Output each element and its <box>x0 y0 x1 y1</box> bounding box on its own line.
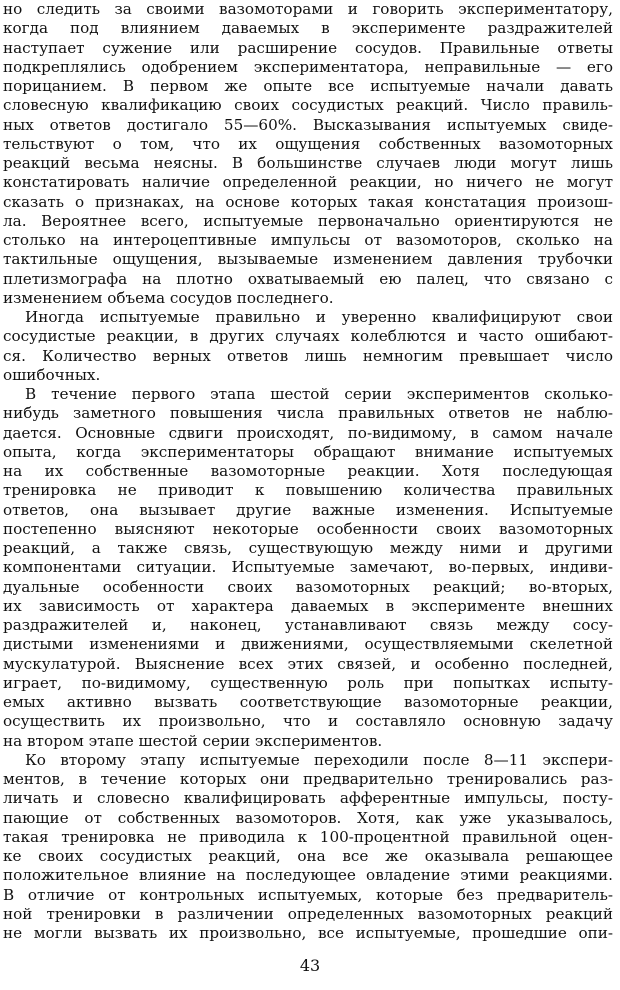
text-line: постепенно выясняют некоторые особенности своих вазомоторных <box>3 519 613 538</box>
text-line: компонентами ситуации. Испытуемые замечают, во-первых, индиви- <box>3 558 613 577</box>
text-line: осуществить их произвольно, что и составляло основную задачу <box>3 712 613 731</box>
text-line: плетизмографа на плотно охватываемый ею палец, что связано с <box>3 269 613 288</box>
paragraph-first-line: В течение первого этапа шестой серии экспериментов сколько- <box>25 385 613 403</box>
text-line: когда под влиянием даваемых в эксперименте раздражителей <box>3 19 613 38</box>
text-line: ной тренировки в различении определенных вазомоторных реакций <box>3 904 613 923</box>
text-line: реакций, а также связь, существующую между ними и другими <box>3 539 613 557</box>
text-line: сосудистые реакции, в других случаях колеблются и часто ошибают- <box>3 327 613 346</box>
text-line: ных ответов достигало 55—60%. Высказывания испытуемых свиде- <box>3 115 613 134</box>
text-line: тельствуют о том, что их ощущения собственных вазомоторных <box>3 134 613 153</box>
text-line: ся. Количество верных ответов лишь немногим превышает число <box>3 346 613 365</box>
text-line: тактильные ощущения, вызываемые изменением давления трубочки <box>3 250 613 269</box>
text-line: их зависимость от характера даваемых в эксперименте внешних <box>3 596 613 615</box>
text-line: дается. Основные сдвиги происходят, по-видимому, в самом начале <box>3 423 613 442</box>
text-line: реакций весьма неясны. В большинстве случаев люди могут лишь <box>3 154 613 172</box>
text-line: раздражителей и, наконец, устанавливают связь между сосу- <box>3 616 613 634</box>
text-line: дистыми изменениями и движениями, осуществляемыми скелетной <box>3 635 613 654</box>
paragraph-first-line: Ко второму этапу испытуемые переходили после 8—11 экспери- <box>25 750 613 769</box>
text-line: такая тренировка не приводила к 100-процентной правильной оцен- <box>3 827 613 846</box>
text-line: играет, по-видимому, существенную роль при попытках испыту- <box>3 673 613 692</box>
text-line: опыта, когда экспериментаторы обращают внимание испытуемых <box>3 442 613 461</box>
text-line: констатировать наличие определенной реакции, но ничего не могут <box>3 173 613 192</box>
text-line: ментов, в течение которых они предварительно тренировались раз- <box>3 770 613 788</box>
text-line: ке своих сосудистых реакций, она все же оказывала решающее <box>3 847 613 865</box>
text-line: пающие от собственных вазомоторов. Хотя, как уже указывалось, <box>3 808 613 827</box>
text-line: не могли вызвать их произвольно, все испытуемые, прошедшие опи- <box>3 924 613 942</box>
text-line: но следить за своими вазомоторами и говорить экспериментатору, <box>3 0 613 18</box>
page-number: 43 <box>299 956 321 975</box>
text-line: тренировка не приводит к повышению количества правильных <box>3 481 613 500</box>
text-line: ошибочных. <box>3 365 101 384</box>
text-line: на их собственные вазомоторные реакции. Хотя последующая <box>3 462 613 480</box>
text-line: ла. Вероятнее всего, испытуемые первоначально ориентируются не <box>3 211 613 230</box>
text-line: личать и словесно квалифицировать афферентные импульсы, посту- <box>3 789 613 808</box>
body-text <box>3 0 613 943</box>
text-line: ответов, она вызывает другие важные изменения. Испытуемые <box>3 500 613 519</box>
text-line: В отличие от контрольных испытуемых, которые без предваритель- <box>3 885 613 904</box>
paragraph-first-line: Иногда испытуемые правильно и уверенно квалифицируют свои <box>25 308 613 326</box>
text-line: подкреплялись одобрением экспериментатора, неправильные — его <box>3 57 613 76</box>
text-line: дуальные особенности своих вазомоторных реакций; во-вторых, <box>3 577 613 596</box>
text-line: порицанием. В первом же опыте все испытуемые начали давать <box>3 77 613 95</box>
text-line: мускулатурой. Выяснение всех этих связей, и особенно последней, <box>3 654 613 673</box>
text-line: наступает сужение или расширение сосудов. Правильные ответы <box>3 38 613 57</box>
text-line: словесную квалификацию своих сосудистых реакций. Число правиль- <box>3 96 613 115</box>
text-line: емых активно вызвать соответствующие вазомоторные реакции, <box>3 693 613 711</box>
text-line: на втором этапе шестой серии экспериментов. <box>3 731 383 750</box>
text-line: положительное влияние на последующее овладение этими реакциями. <box>3 866 613 885</box>
text-line: нибудь заметного повышения числа правильных ответов не наблю- <box>3 404 613 423</box>
text-line: сказать о признаках, на основе которых такая констатация произош- <box>3 192 613 211</box>
text-line: изменением объема сосудов последнего. <box>3 288 334 307</box>
text-line: столько на интероцептивные импульсы от вазомоторов, сколько на <box>3 231 613 249</box>
